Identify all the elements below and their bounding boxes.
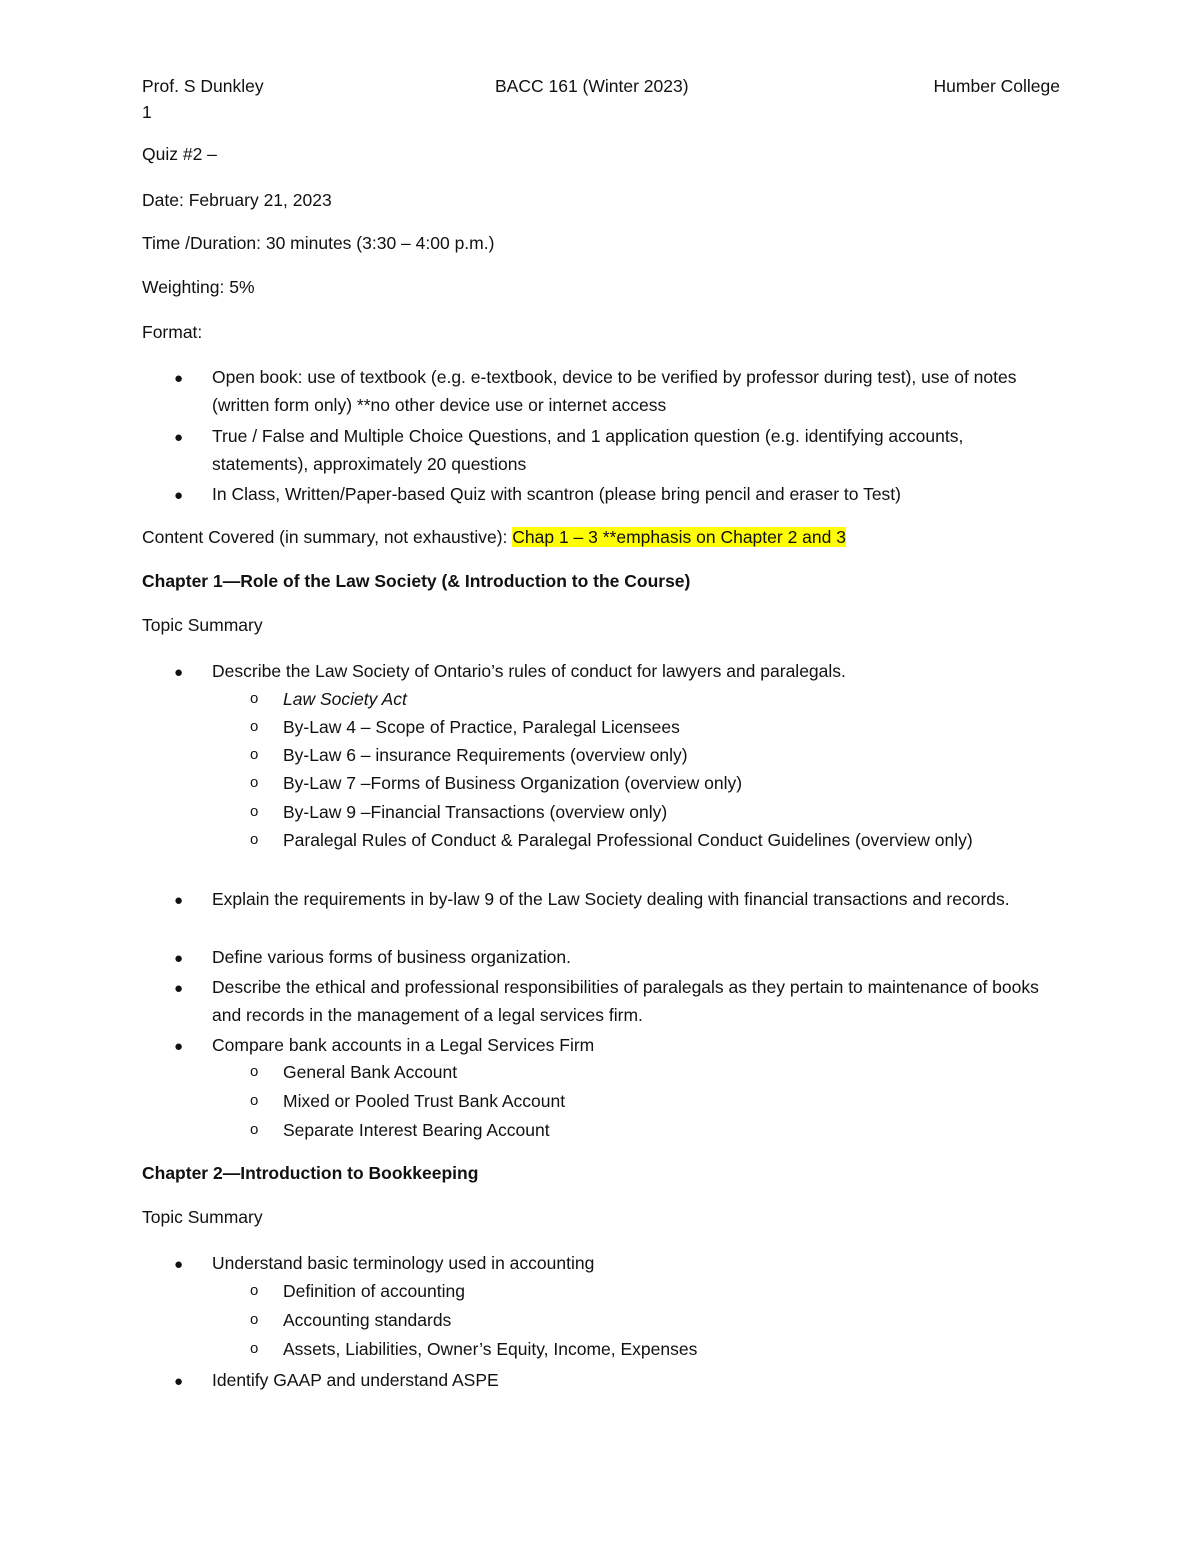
content-covered bbox=[142, 527, 846, 548]
bullet-icon: ● bbox=[174, 487, 184, 504]
sub-bullet-icon: o bbox=[250, 1311, 259, 1328]
chapter1-item: Describe the ethical and professional responsibilities of paralegals as they pertain to maintenance of books and records in the management of a legal services firm. bbox=[212, 977, 1039, 1025]
header-instructor: Prof. S Dunkley bbox=[142, 76, 264, 96]
chapter2-item: Identify GAAP and understand ASPE bbox=[212, 1370, 499, 1390]
bank-account-item: Mixed or Pooled Trust Bank Account bbox=[283, 1091, 566, 1111]
format-item: Open book: use of textbook (e.g. e-textbook, device to be verified by professor during test), use of notes (written form only) **no other device use or internet access bbox=[212, 367, 1017, 415]
sub-bullet-icon: o bbox=[250, 1340, 259, 1357]
quiz-title: Quiz #2 – bbox=[142, 144, 217, 164]
chapter1-item: Describe the Law Society of Ontario’s rules of conduct for lawyers and paralegals. bbox=[212, 661, 846, 681]
sub-bullet-icon: o bbox=[250, 803, 259, 820]
sub-bullet-icon: o bbox=[250, 1063, 259, 1080]
bullet-icon: ● bbox=[174, 429, 184, 446]
bullet-icon: ● bbox=[174, 950, 184, 967]
sub-bullet-icon: o bbox=[250, 690, 259, 707]
sub-bullet-icon: o bbox=[250, 774, 259, 791]
bullet-icon: ● bbox=[174, 1256, 184, 1273]
content-covered-highlight: Chap 1 – 3 **emphasis on Chapter 2 and 3 bbox=[512, 527, 846, 547]
chapter1-sub-item: By-Law 7 –Forms of Business Organization (overview only) bbox=[283, 773, 743, 793]
sub-bullet-icon: o bbox=[250, 1121, 259, 1138]
quiz-time: Time /Duration: 30 minutes (3:30 – 4:00 p.m.) bbox=[142, 233, 495, 253]
bullet-icon: ● bbox=[174, 980, 184, 997]
sub-bullet-icon: o bbox=[250, 746, 259, 763]
bullet-icon: ● bbox=[174, 1373, 184, 1390]
bullet-icon: ● bbox=[174, 892, 184, 909]
chapter1-topic-label: Topic Summary bbox=[142, 615, 263, 635]
format-item: In Class, Written/Paper-based Quiz with scantron (please bring pencil and eraser to Test) bbox=[212, 484, 901, 504]
chapter1-sub-item: By-Law 6 – insurance Requirements (overview only) bbox=[283, 745, 688, 765]
chapter2-sub-item: Definition of accounting bbox=[283, 1281, 465, 1301]
chapter2-topic-label: Topic Summary bbox=[142, 1207, 263, 1227]
sub-bullet-icon: o bbox=[250, 718, 259, 735]
quiz-weighting: Weighting: 5% bbox=[142, 277, 255, 297]
chapter2-item: Understand basic terminology used in accounting bbox=[212, 1253, 595, 1273]
chapter1-sub-item: By-Law 9 –Financial Transactions (overview only) bbox=[283, 802, 668, 822]
bullet-icon: ● bbox=[174, 664, 184, 681]
page-header bbox=[142, 76, 1060, 98]
bank-account-item: Separate Interest Bearing Account bbox=[283, 1120, 550, 1140]
chapter2-sub-item: Accounting standards bbox=[283, 1310, 452, 1330]
header-course: BACC 161 (Winter 2023) bbox=[495, 76, 689, 96]
chapter1-item: Compare bank accounts in a Legal Services Firm bbox=[212, 1035, 595, 1055]
chapter1-sub-item: By-Law 4 – Scope of Practice, Paralegal Licensees bbox=[283, 717, 680, 737]
format-item: True / False and Multiple Choice Questions, and 1 application question (e.g. identifying accounts, statements), approximately 20 questions bbox=[212, 426, 964, 474]
chapter2-heading: Chapter 2—Introduction to Bookkeeping bbox=[142, 1163, 479, 1183]
quiz-date: Date: February 21, 2023 bbox=[142, 190, 332, 210]
chapter1-sub-item: Law Society Act bbox=[283, 689, 407, 709]
sub-bullet-icon: o bbox=[250, 831, 259, 848]
content-covered-label: Content Covered (in summary, not exhaustive): bbox=[142, 527, 513, 547]
chapter1-item: Define various forms of business organization. bbox=[212, 947, 571, 967]
sub-bullet-icon: o bbox=[250, 1092, 259, 1109]
format-label: Format: bbox=[142, 322, 203, 342]
chapter1-heading: Chapter 1—Role of the Law Society (& Introduction to the Course) bbox=[142, 571, 691, 591]
header-college: Humber College bbox=[933, 76, 1060, 96]
chapter1-sub-item: Paralegal Rules of Conduct & Paralegal Professional Conduct Guidelines (overview only) bbox=[283, 830, 973, 850]
chapter2-sub-item: Assets, Liabilities, Owner’s Equity, Income, Expenses bbox=[283, 1339, 698, 1359]
page-number: 1 bbox=[142, 102, 152, 122]
bank-account-item: General Bank Account bbox=[283, 1062, 458, 1082]
bullet-icon: ● bbox=[174, 1038, 184, 1055]
sub-bullet-icon: o bbox=[250, 1282, 259, 1299]
chapter1-item: Explain the requirements in by-law 9 of the Law Society dealing with financial transactions and records. bbox=[212, 889, 1010, 909]
bullet-icon: ● bbox=[174, 370, 184, 387]
